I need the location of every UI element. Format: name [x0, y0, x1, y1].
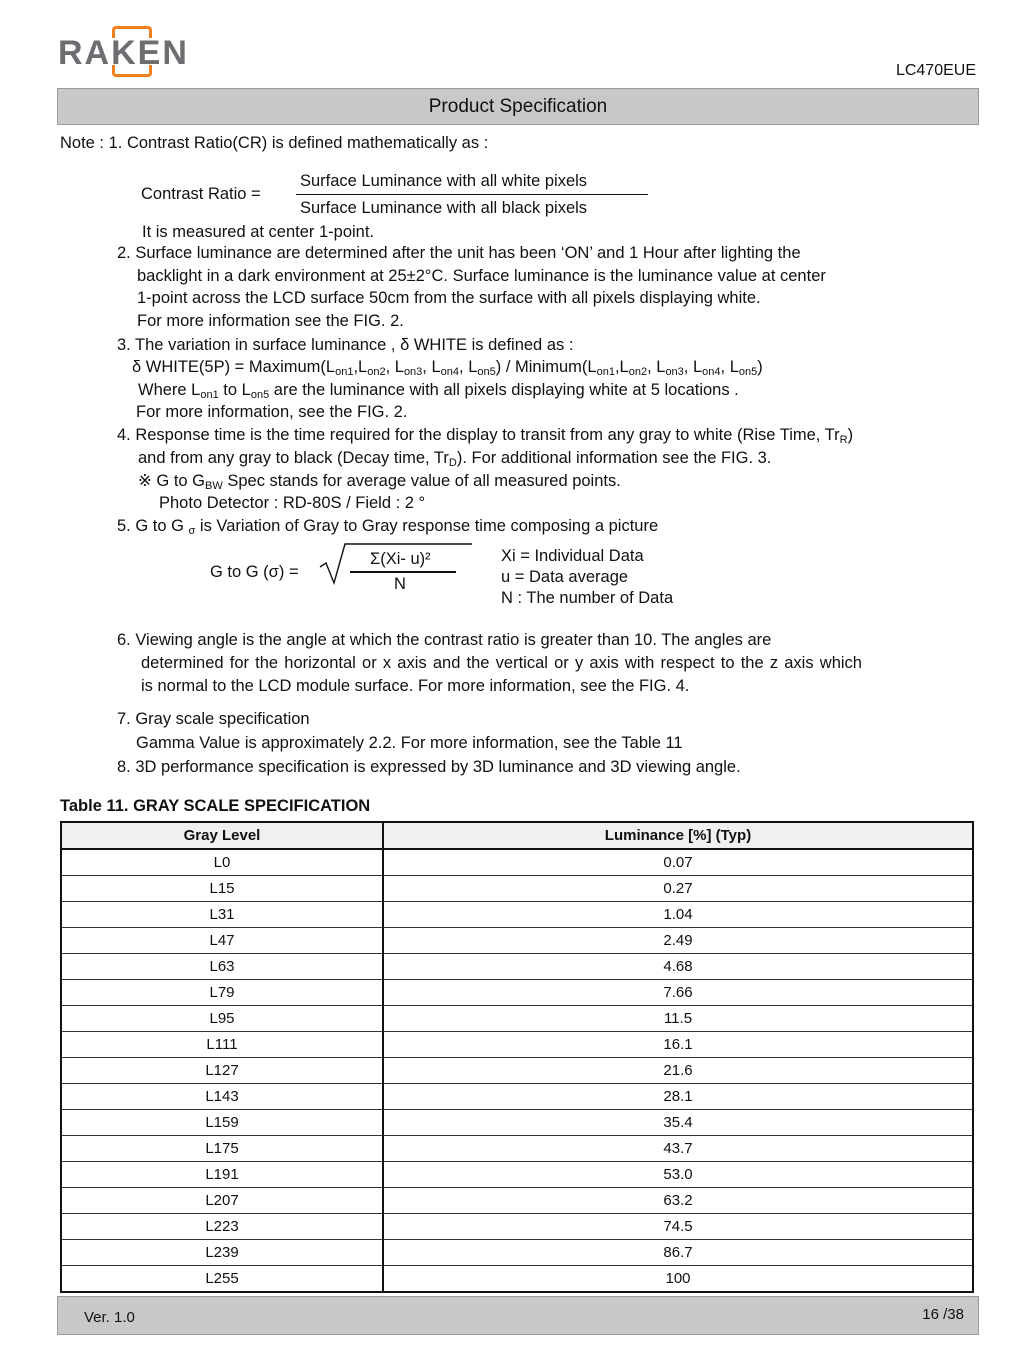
- table-header-row: [61, 822, 973, 849]
- header-luminance: Luminance [%] (Typ): [383, 822, 973, 849]
- note3-line1: 3. The variation in surface luminance , δ WHITE is defined as :: [117, 336, 574, 354]
- table-row: [61, 1058, 973, 1084]
- note3-more: For more information, see the FIG. 2.: [136, 403, 408, 421]
- logo-bracket-bottom: [112, 65, 152, 77]
- cell-luminance: 100: [383, 1266, 973, 1293]
- table-row: [61, 1162, 973, 1188]
- brand-logo: [58, 24, 189, 80]
- cell-luminance: 2.49: [383, 928, 973, 954]
- table-row: [61, 1110, 973, 1136]
- note2-line4: For more information see the FIG. 2.: [137, 312, 404, 330]
- table-row: [61, 1006, 973, 1032]
- note6-line1: 6. Viewing angle is the angle at which the contrast ratio is greater than 10. The angles are: [117, 631, 772, 649]
- note5-def-u: u = Data average: [501, 568, 629, 586]
- cell-luminance: 43.7: [383, 1136, 973, 1162]
- note5-denominator: N: [394, 575, 406, 593]
- note5-def-n: N : The number of Data: [501, 589, 674, 607]
- gray-scale-table: [60, 821, 974, 1293]
- note5-def-xi: Xi = Individual Data: [501, 547, 644, 565]
- cell-gray-level: L31: [61, 902, 383, 928]
- cell-gray-level: L207: [61, 1188, 383, 1214]
- cell-gray-level: L143: [61, 1084, 383, 1110]
- cell-luminance: 28.1: [383, 1084, 973, 1110]
- table-row: [61, 1214, 973, 1240]
- table-row: [61, 980, 973, 1006]
- header-gray-level: Gray Level: [61, 822, 383, 849]
- cell-gray-level: L255: [61, 1266, 383, 1293]
- cell-gray-level: L79: [61, 980, 383, 1006]
- cell-luminance: 21.6: [383, 1058, 973, 1084]
- table-caption: Table 11. GRAY SCALE SPECIFICATION: [60, 797, 371, 815]
- version-label: Ver. 1.0: [84, 1309, 135, 1326]
- note5-numerator: Σ(Xi- u)²: [370, 550, 431, 568]
- note4-line4: Photo Detector : RD-80S / Field : 2 °: [159, 494, 426, 512]
- cell-gray-level: L223: [61, 1214, 383, 1240]
- note7-line2: Gamma Value is approximately 2.2. For more information, see the Table 11: [136, 734, 683, 752]
- note3-where: Where $L_{on1}$ to $L_{on5}$ are the luminance with all pixels displaying white at 5 locations .: [138, 381, 739, 401]
- cell-gray-level: L15: [61, 876, 383, 902]
- cell-gray-level: L159: [61, 1110, 383, 1136]
- cell-luminance: 4.68: [383, 954, 973, 980]
- cell-luminance: 16.1: [383, 1032, 973, 1058]
- table-row: [61, 902, 973, 928]
- note4-line3: ※ G to $G_{BW}$ Spec stands for average value of all measured points.: [138, 472, 621, 492]
- cell-gray-level: L175: [61, 1136, 383, 1162]
- page-number: 16 /38: [922, 1306, 964, 1323]
- table-row: [61, 1084, 973, 1110]
- table-row: [61, 1266, 973, 1293]
- cr-measured: It is measured at center 1-point.: [142, 223, 375, 241]
- note6-line2: determined for the horizontal or x axis and the vertical or y axis with respect to the z axis which: [141, 654, 862, 672]
- note1-intro: Note : 1. Contrast Ratio(CR) is defined mathematically as :: [60, 134, 489, 152]
- cell-luminance: 11.5: [383, 1006, 973, 1032]
- cell-gray-level: L191: [61, 1162, 383, 1188]
- cr-label: Contrast Ratio =: [141, 185, 261, 203]
- table-row: [61, 1032, 973, 1058]
- table-row: [61, 954, 973, 980]
- model-number: LC470EUE: [895, 62, 976, 79]
- cell-luminance: 74.5: [383, 1214, 973, 1240]
- table-row: [61, 876, 973, 902]
- note2-line2: backlight in a dark environment at 25±2°C. Surface luminance is the luminance value at center: [137, 267, 826, 285]
- cell-luminance: 35.4: [383, 1110, 973, 1136]
- table-row: [61, 1240, 973, 1266]
- note4-line1: 4. Response time is the time required for the display to transit from any gray to white (Rise Time, $Tr_R$): [117, 426, 854, 446]
- cell-luminance: 1.04: [383, 902, 973, 928]
- note6-line3: is normal to the LCD module surface. For more information, see the FIG. 4.: [141, 677, 690, 695]
- cell-gray-level: L127: [61, 1058, 383, 1084]
- note5-lhs: G to G (σ) =: [210, 563, 299, 581]
- cell-gray-level: L111: [61, 1032, 383, 1058]
- cell-luminance: 53.0: [383, 1162, 973, 1188]
- note5-fraction-line: [350, 571, 456, 573]
- page-title-bar: [57, 88, 979, 125]
- cr-fraction-line: [296, 194, 648, 195]
- cell-luminance: 0.27: [383, 876, 973, 902]
- cell-gray-level: L47: [61, 928, 383, 954]
- table-row: [61, 1188, 973, 1214]
- page-title: Product Specification: [428, 95, 608, 117]
- note4-line2: and from any gray to black (Decay time, $Tr_D$). For additional information see the FIG. 3.: [138, 449, 772, 469]
- table-row: [61, 928, 973, 954]
- cell-luminance: 0.07: [383, 849, 973, 876]
- cell-luminance: 86.7: [383, 1240, 973, 1266]
- note7-line1: 7. Gray scale specification: [117, 710, 310, 728]
- cell-gray-level: L63: [61, 954, 383, 980]
- cell-gray-level: L95: [61, 1006, 383, 1032]
- note2-line3: 1-point across the LCD surface 50cm from the surface with all pixels displaying white.: [137, 289, 761, 307]
- note8-line1: 8. 3D performance specification is expressed by 3D luminance and 3D viewing angle.: [117, 758, 741, 776]
- cell-gray-level: L0: [61, 849, 383, 876]
- cell-luminance: 7.66: [383, 980, 973, 1006]
- cr-numerator: Surface Luminance with all white pixels: [300, 172, 588, 190]
- footer-bar: [57, 1296, 979, 1335]
- note3-formula: δ WHITE(5P) = $Maximum(L_{on1},L_{on2}$, $L_{on3}$, $L_{on4}$, $L_{on5}$) / $Minimum(L_{on1},L_{on2}$, $L_{on3}$, $L_{on4}$, $L_{on5}$): [132, 358, 763, 378]
- table-row: [61, 1136, 973, 1162]
- note5-line1: 5. G to G $_\sigma$ is Variation of Gray to Gray response time composing a picture: [117, 517, 659, 537]
- logo-text: RAKEN: [58, 34, 189, 72]
- table-row: [61, 849, 973, 876]
- cell-gray-level: L239: [61, 1240, 383, 1266]
- note2-line1: 2. Surface luminance are determined after the unit has been ‘ON’ and 1 Hour after lighting the: [117, 244, 801, 262]
- cell-luminance: 63.2: [383, 1188, 973, 1214]
- cr-denominator: Surface Luminance with all black pixels: [300, 199, 588, 217]
